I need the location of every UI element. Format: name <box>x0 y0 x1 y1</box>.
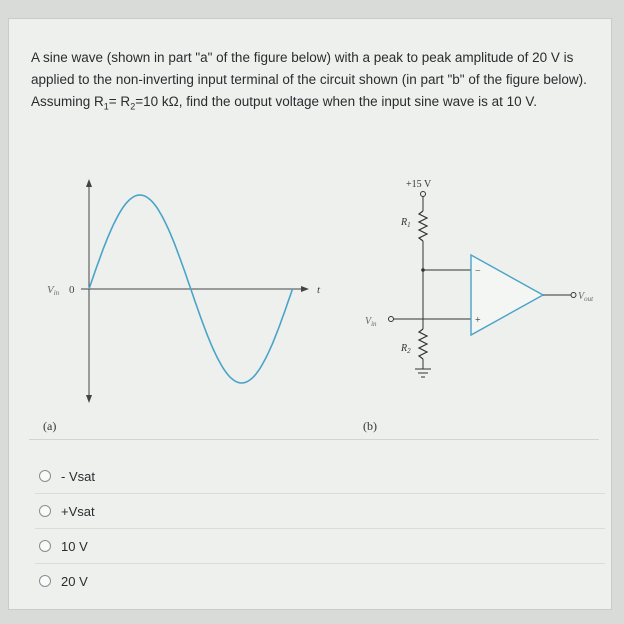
radio-button[interactable] <box>39 540 51 552</box>
graph-time-label: t <box>317 284 321 296</box>
option-20v[interactable] <box>35 564 605 598</box>
noninverting-sign: + <box>475 315 481 326</box>
question-text-part2: = R <box>108 94 131 109</box>
supply-terminal <box>421 192 426 197</box>
radio-button[interactable] <box>39 575 51 587</box>
option-10v[interactable] <box>35 529 605 564</box>
inverting-sign: − <box>475 266 481 277</box>
r1-resistor <box>419 211 427 241</box>
r2-subscript: 2 <box>130 101 136 112</box>
option-label: 10 V <box>61 538 88 554</box>
y-axis-arrow-up <box>86 179 92 187</box>
question-text <box>31 47 591 118</box>
caption-a: (a) <box>43 419 57 433</box>
radio-button[interactable] <box>39 470 51 482</box>
option-label: - Vsat <box>61 468 95 484</box>
question-text-part3: =10 kΩ, find the output voltage when the input sine wave is at 10 V. <box>135 94 537 109</box>
question-card <box>8 18 612 610</box>
vout-label: $V_{out}$ <box>578 291 594 303</box>
r2-resistor <box>419 329 427 359</box>
option-label: +Vsat <box>61 503 95 519</box>
sine-wave-graph <box>29 169 319 409</box>
option-minus-vsat[interactable] <box>35 459 605 494</box>
circuit-vin-label: $V_{in}$ <box>365 316 377 328</box>
option-plus-vsat[interactable] <box>35 494 605 529</box>
graph-vin-label: Vin <box>47 284 60 297</box>
opamp-circuit <box>349 169 609 409</box>
r2-label: $R_2$ <box>401 343 411 355</box>
caption-b: (b) <box>363 419 377 433</box>
r1-subscript: 1 <box>103 101 109 112</box>
option-label: 20 V <box>61 573 88 589</box>
vin-terminal <box>389 317 394 322</box>
y-axis-arrow-down <box>86 395 92 403</box>
r1-label: $R_1$ <box>401 217 411 229</box>
radio-button[interactable] <box>39 505 51 517</box>
x-axis-arrow <box>301 286 309 292</box>
opamp-triangle <box>471 255 543 335</box>
supply-label: +15 V <box>406 179 432 190</box>
vout-terminal <box>571 293 576 298</box>
figure <box>29 169 599 440</box>
answer-options <box>35 459 605 598</box>
graph-zero-label: 0 <box>69 284 75 296</box>
question-text-part1: A sine wave (shown in part "a" of the figure below) with a peak to peak amplitude of 20 V is applied to the non-inverting input terminal of the circuit shown (in part "b" of the figure below). Assuming R <box>31 50 587 109</box>
